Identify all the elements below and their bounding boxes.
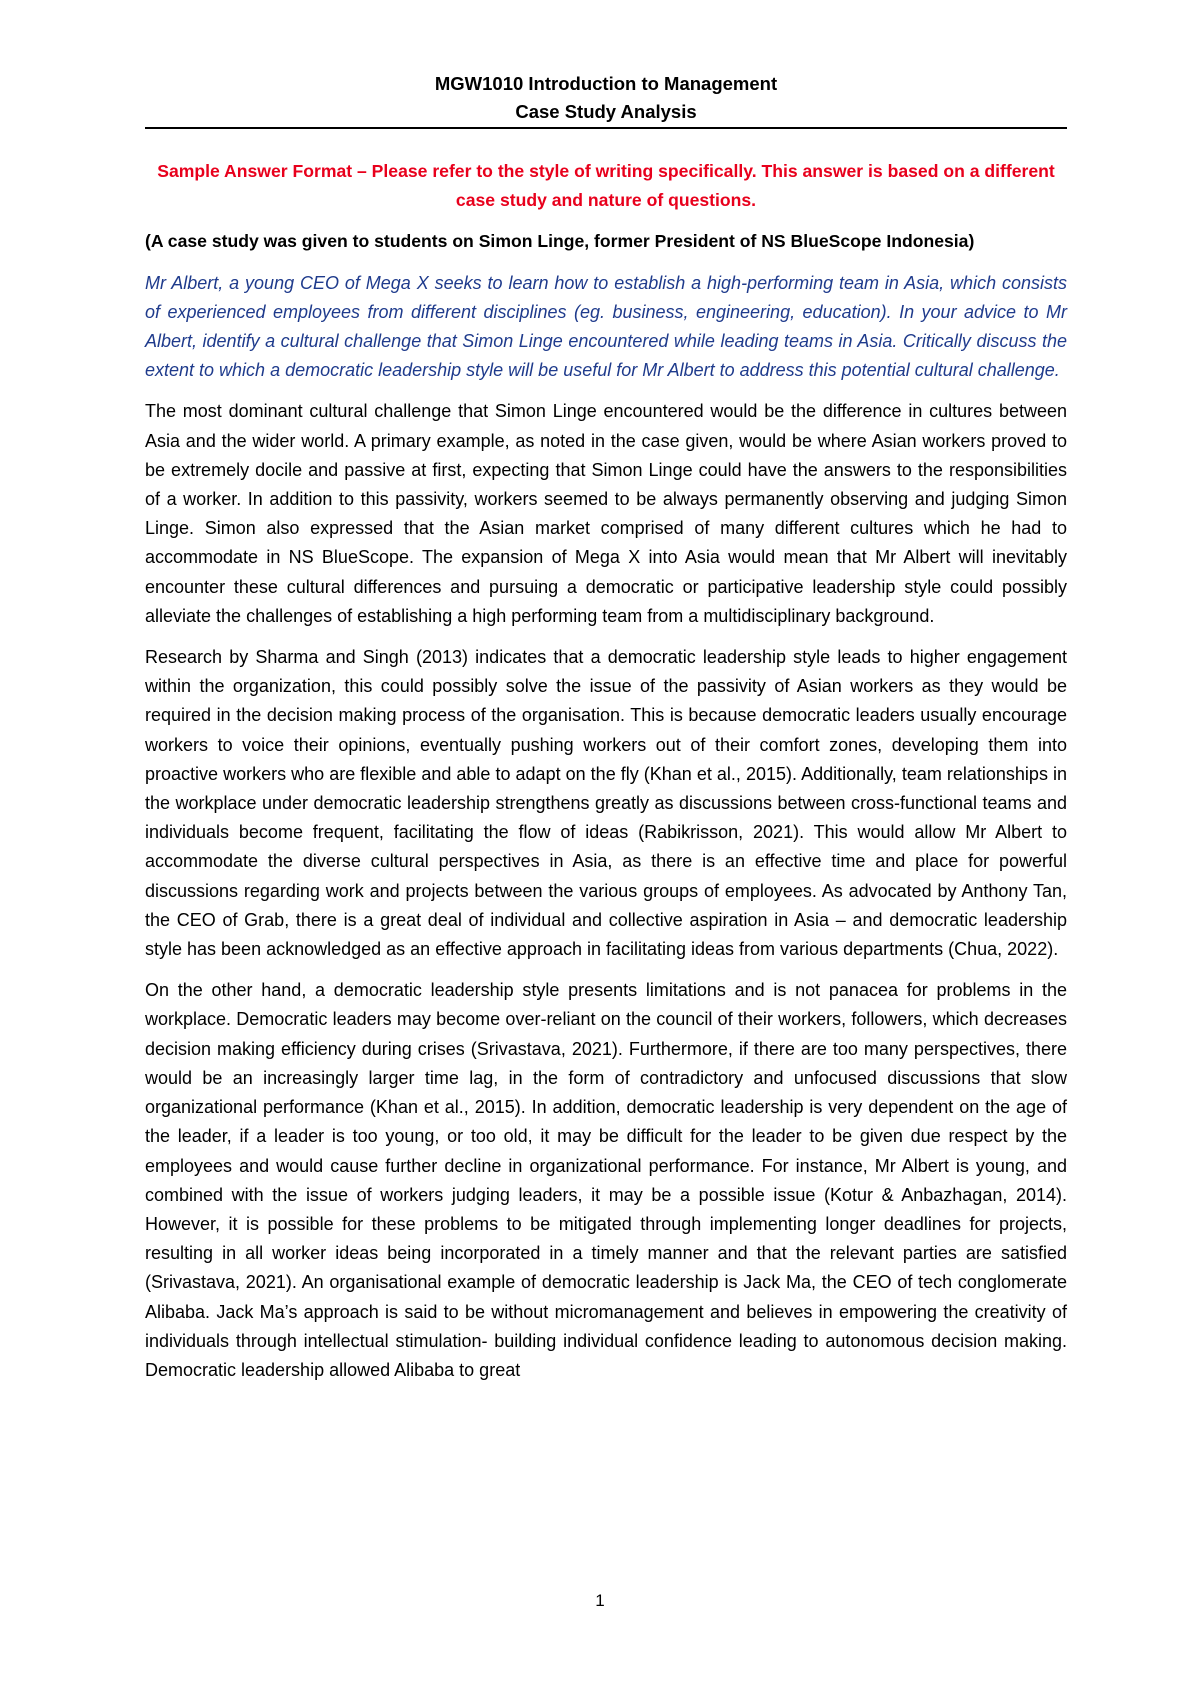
page-number: 1 bbox=[595, 1591, 605, 1610]
case-question: Mr Albert, a young CEO of Mega X seeks to learn how to establish a high-performing team in Asia, which consists of experienced employees from different disciplines (eg. business, engineering, education). In your advice to Mr Albert, identify a cultural challenge that Simon Linge encountered while leading teams in Asia. Critically discuss the extent to which a democratic leadership style will be useful for Mr Albert to address this potential cultural challenge. bbox=[145, 272, 1067, 381]
body-paragraph-2: Research by Sharma and Singh (2013) indicates that a democratic leadership style leads to higher engagement within the organization, this could possibly solve the issue of the passivity of Asian workers as they would be required in the decision making process of the organisation. This is because democratic leaders usually encourage workers to voice their opinions, eventually pushing workers out of their comfort zones, developing them into proactive workers who are flexible and able to adapt on the fly (Khan et al., 2015). Additionally, team relationships in the workplace under democratic leadership strengthens greatly as discussions between cross-functional teams and individuals become frequent, facilitating the flow of ideas (Rabikrisson, 2021). This would allow Mr Albert to accommodate the diverse cultural perspectives in Asia, as there is an effective time and place for powerful discussions regarding work and projects between the various groups of employees. As advocated by Anthony Tan, the CEO of Grab, there is a great deal of individual and collective aspiration in Asia – and democratic leadership style has been acknowledged as an effective approach in facilitating ideas from various departments (Chua, 2022). bbox=[145, 647, 1067, 960]
body-paragraph-1: The most dominant cultural challenge that Simon Linge encountered would be the difference in cultures between Asia and the wider world. A primary example, as noted in the case given, would be where Asian workers proved to be extremely docile and passive at first, expecting that Simon Linge could have the answers to the responsibilities of a worker. In addition to this passivity, workers seemed to be always permanently observing and judging Simon Linge. Simon also expressed that the Asian market comprised of many different cultures which he had to accommodate in NS BlueScope. The expansion of Mega X into Asia would mean that Mr Albert will inevitably encounter these cultural differences and pursuing a democratic or participative leadership style could possibly alleviate the challenges of establishing a high performing team from a multidisciplinary background. bbox=[145, 401, 1067, 626]
sample-answer-note: Sample Answer Format – Please refer to the style of writing specifically. This answer is based on a different case study and nature of questions. bbox=[157, 161, 1055, 211]
case-study-note: (A case study was given to students on Simon Linge, former President of NS BlueScope Indonesia) bbox=[145, 231, 975, 252]
document-subtitle: Case Study Analysis bbox=[515, 101, 697, 122]
body-paragraph-3: On the other hand, a democratic leadership style presents limitations and is not panacea for problems in the workplace. Democratic leaders may become over-reliant on the council of their workers, followers, which decreases decision making efficiency during crises (Srivastava, 2021). Furthermore, if there are too many perspectives, there would be an increasingly larger time lag, in the form of contradictory and unfocused discussions that slow organizational performance (Khan et al., 2015). In addition, democratic leadership is very dependent on the age of the leader, if a leader is too young, or too old, it may be difficult for the leader to be given due respect by the employees and would cause further decline in organizational performance. For instance, Mr Albert is young, and combined with the issue of workers judging leaders, it may be a possible issue (Kotur & Anbazhagan, 2014). However, it is possible for these problems to be mitigated through implementing longer deadlines for projects, resulting in all worker ideas being incorporated in a timely manner and that the relevant parties are satisfied (Srivastava, 2021). An organisational example of democratic leadership is Jack Ma, the CEO of tech conglomerate Alibaba. Jack Ma’s approach is said to be without micromanagement and believes in empowering the creativity of individuals through intellectual stimulation- building individual confidence leading to autonomous decision making. Democratic leadership allowed Alibaba to great bbox=[145, 980, 1067, 1380]
course-title: MGW1010 Introduction to Management bbox=[434, 73, 778, 94]
document-header bbox=[145, 70, 1067, 126]
header-divider bbox=[145, 127, 1067, 129]
document-body bbox=[145, 157, 1067, 1397]
